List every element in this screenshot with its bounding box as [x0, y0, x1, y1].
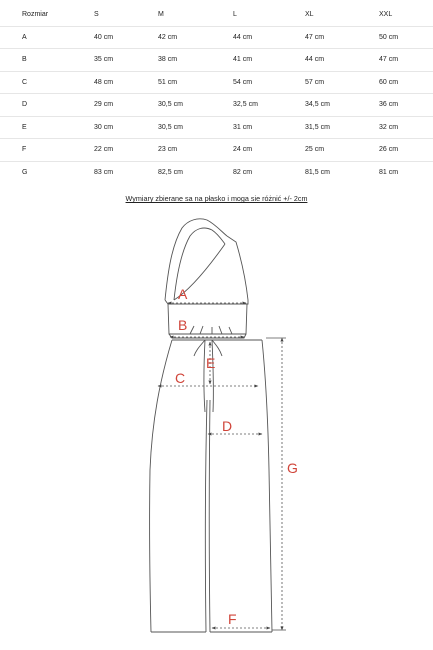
row-label: E: [0, 116, 94, 139]
table-cell: 47 cm: [305, 26, 379, 49]
size-table: [0, 4, 433, 183]
table-cell: 38 cm: [158, 49, 233, 72]
header-size: Rozmiar: [0, 4, 94, 26]
table-row: [0, 161, 433, 183]
table-cell: 81 cm: [379, 168, 399, 176]
table-cell: 23 cm: [158, 139, 233, 162]
pants-outline: [150, 340, 272, 632]
table-cell: 50 cm: [379, 26, 433, 49]
table-cell: 40 cm: [94, 26, 158, 49]
header-xxl: XXL: [379, 4, 433, 26]
table-cell: 32 cm: [379, 116, 433, 139]
table-cell: 82 cm: [233, 168, 253, 176]
table-row: [0, 49, 433, 72]
table-header-row: [0, 4, 433, 26]
label-d: D: [222, 418, 233, 434]
header-m: M: [158, 4, 233, 26]
table-row: [0, 116, 433, 139]
table-cell: 48 cm: [94, 71, 158, 94]
table-row: [0, 71, 433, 94]
label-a: A: [178, 286, 188, 302]
table-cell: 54 cm: [233, 71, 305, 94]
header-xl: XL: [305, 4, 379, 26]
table-cell: 30,5 cm: [158, 94, 233, 117]
garment-diagram: [0, 210, 433, 650]
table-cell: 35 cm: [94, 49, 158, 72]
table-cell: 24 cm: [233, 139, 305, 162]
row-label: A: [0, 26, 94, 49]
table-row: [0, 94, 433, 117]
table-cell: 47 cm: [379, 49, 433, 72]
measurement-note: Wymiary zbierane sa na płasko i moga sie różnić +/- 2cm: [125, 194, 308, 203]
table-cell: 60 cm: [379, 71, 433, 94]
table-cell: 36 cm: [379, 94, 433, 117]
row-label: D: [0, 94, 94, 117]
table-cell: 30 cm: [94, 116, 158, 139]
table-cell: 44 cm: [305, 49, 379, 72]
table-cell: 31 cm: [233, 116, 305, 139]
label-e: E: [206, 355, 216, 371]
table-cell: 57 cm: [305, 71, 379, 94]
table-cell: 83 cm: [94, 168, 114, 176]
table-cell: 26 cm: [379, 139, 433, 162]
table-cell: 81,5 cm: [305, 168, 330, 176]
table-cell: 32,5 cm: [233, 94, 305, 117]
label-g: G: [287, 460, 298, 476]
row-label: F: [0, 139, 94, 162]
label-b: B: [178, 317, 188, 333]
table-cell: 51 cm: [158, 71, 233, 94]
table-cell: 29 cm: [94, 94, 158, 117]
table-cell: 82,5 cm: [158, 168, 183, 176]
table-row: [0, 139, 433, 162]
table-cell: 22 cm: [94, 139, 158, 162]
header-l: L: [233, 4, 305, 26]
table-row: [0, 26, 433, 49]
row-label: G: [22, 168, 28, 176]
row-label: B: [0, 49, 94, 72]
label-c: C: [175, 370, 186, 386]
table-cell: 30,5 cm: [158, 116, 233, 139]
table-cell: 31,5 cm: [305, 116, 379, 139]
table-cell: 44 cm: [233, 26, 305, 49]
table-cell: 42 cm: [158, 26, 233, 49]
row-label: C: [0, 71, 94, 94]
header-s: S: [94, 4, 158, 26]
table-cell: 25 cm: [305, 139, 379, 162]
table-cell: 34,5 cm: [305, 94, 379, 117]
label-f: F: [228, 611, 237, 627]
table-cell: 41 cm: [233, 49, 305, 72]
